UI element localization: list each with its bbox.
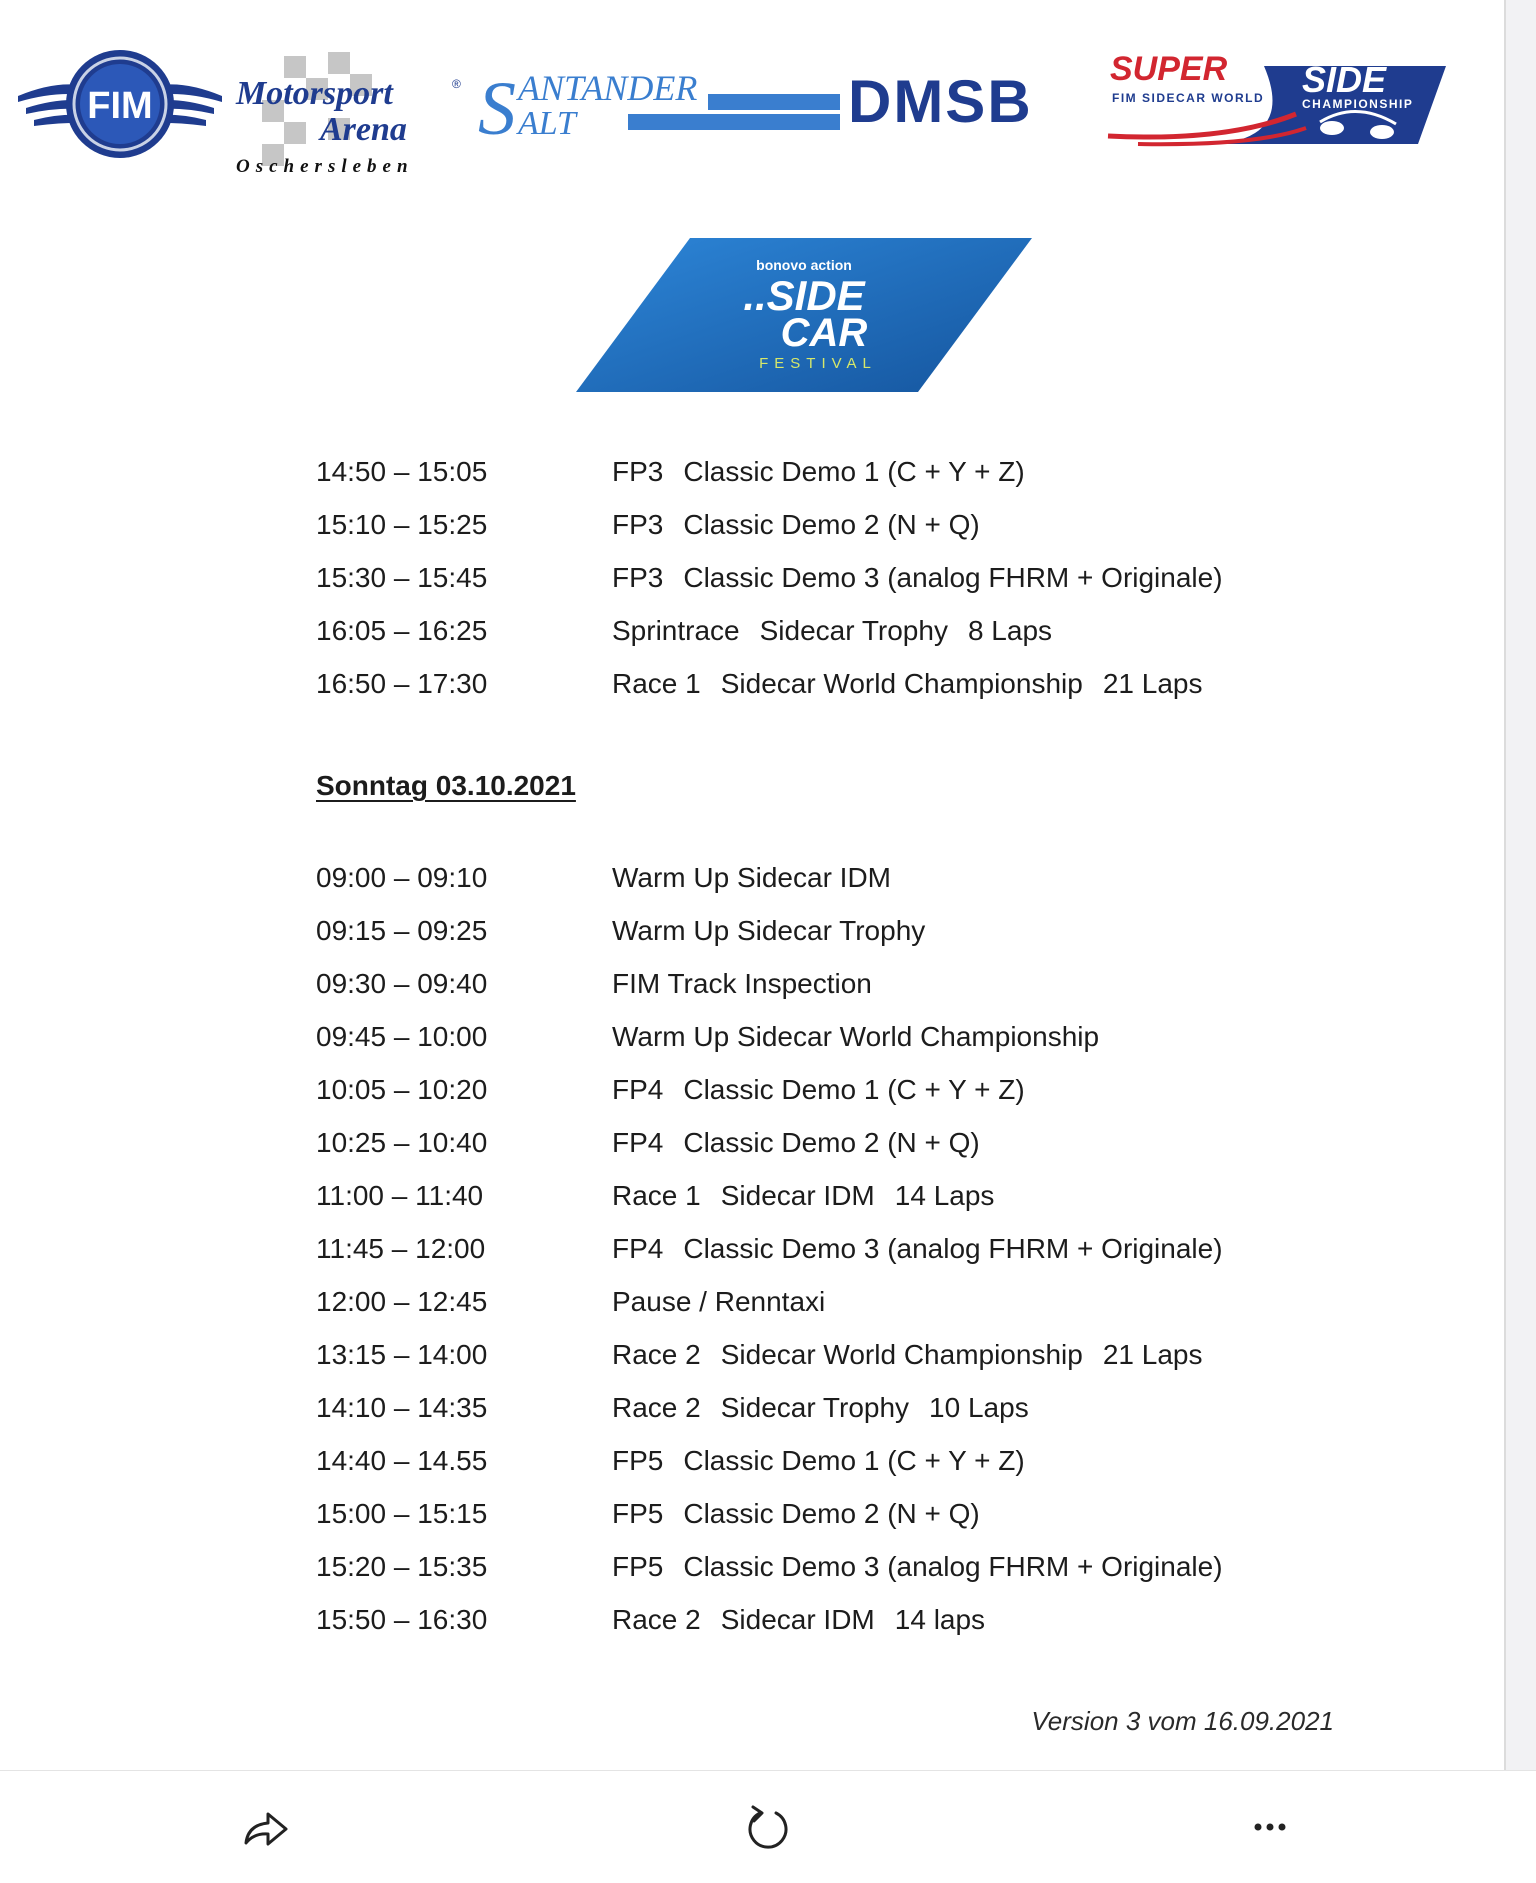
session-segment: Sprintrace bbox=[612, 615, 740, 646]
share-icon bbox=[238, 1799, 294, 1855]
session-description bbox=[612, 1282, 845, 1322]
time-range: 15:30 – 15:45 bbox=[316, 562, 488, 593]
session-description bbox=[612, 611, 1072, 651]
session-segment: FP5 bbox=[612, 1551, 664, 1582]
refresh-button[interactable] bbox=[738, 1797, 798, 1857]
session-segment: Classic Demo 2 (N + Q) bbox=[683, 509, 980, 540]
schedule-row bbox=[316, 1282, 1416, 1322]
schedule-row bbox=[316, 1017, 1416, 1057]
session-segment: Sidecar World Championship bbox=[720, 668, 1083, 699]
more-button[interactable] bbox=[1240, 1797, 1300, 1857]
session-description bbox=[612, 1600, 1005, 1640]
time-range: 11:00 – 11:40 bbox=[316, 1180, 484, 1211]
session-segment: Sidecar IDM bbox=[720, 1180, 875, 1211]
time-range: 09:30 – 09:40 bbox=[316, 968, 488, 999]
session-segment: Classic Demo 1 (C + Y + Z) bbox=[683, 1445, 1025, 1476]
session-segment: FP4 bbox=[612, 1233, 664, 1264]
session-description bbox=[612, 505, 1000, 545]
schedule-row bbox=[316, 1600, 1416, 1640]
session-description bbox=[612, 1335, 1222, 1375]
session-segment: Pause / Renntaxi bbox=[612, 1286, 826, 1317]
time-range: 09:15 – 09:25 bbox=[316, 915, 488, 946]
session-segment: Warm Up Sidecar World Championship bbox=[612, 1021, 1100, 1052]
session-segment: Classic Demo 1 (C + Y + Z) bbox=[683, 456, 1025, 487]
schedule-row bbox=[316, 1388, 1416, 1428]
svg-text:Oschersleben: Oschersleben bbox=[236, 156, 414, 177]
session-segment: Sidecar IDM bbox=[720, 1604, 875, 1635]
time-range: 15:20 – 15:35 bbox=[316, 1551, 488, 1582]
session-description bbox=[612, 1123, 1000, 1163]
sidecar-festival-logo bbox=[572, 236, 1036, 394]
bottom-toolbar bbox=[0, 1770, 1536, 1883]
svg-text:S: S bbox=[478, 67, 516, 140]
schedule-row bbox=[316, 558, 1416, 598]
session-segment: Classic Demo 2 (N + Q) bbox=[683, 1127, 980, 1158]
version-note: Version 3 vom 16.09.2021 bbox=[1031, 1706, 1334, 1736]
session-description bbox=[612, 664, 1222, 704]
session-description bbox=[612, 1229, 1243, 1269]
session-segment: Classic Demo 1 (C + Y + Z) bbox=[683, 1074, 1025, 1105]
sponsor-logos bbox=[0, 30, 1504, 180]
schedule-row bbox=[316, 1229, 1416, 1269]
session-segment: Race 2 bbox=[612, 1339, 701, 1370]
session-description bbox=[612, 1441, 1045, 1481]
session-segment: FP4 bbox=[612, 1127, 664, 1158]
svg-text:FESTIVAL: FESTIVAL bbox=[759, 355, 877, 372]
session-description bbox=[612, 858, 911, 898]
time-range: 16:50 – 17:30 bbox=[316, 668, 488, 699]
schedule-row bbox=[316, 964, 1416, 1004]
session-segment: Classic Demo 3 (analog FHRM + Originale) bbox=[683, 1233, 1223, 1264]
schedule-row bbox=[316, 1070, 1416, 1110]
session-segment: Classic Demo 3 (analog FHRM + Originale) bbox=[683, 562, 1223, 593]
svg-text:Motorsport: Motorsport bbox=[236, 75, 393, 112]
session-description bbox=[612, 911, 945, 951]
session-segment: 14 laps bbox=[894, 1604, 986, 1635]
svg-text:bonovo action: bonovo action bbox=[756, 257, 852, 273]
session-segment: 21 Laps bbox=[1102, 668, 1203, 699]
superside-logo bbox=[1106, 38, 1454, 148]
svg-text:FIM SIDECAR WORLD: FIM SIDECAR WORLD bbox=[1112, 91, 1265, 105]
session-segment: Race 1 bbox=[612, 668, 701, 699]
time-range: 15:50 – 16:30 bbox=[316, 1604, 488, 1635]
session-segment: Warm Up Sidecar Trophy bbox=[612, 915, 926, 946]
sunday-heading: Sonntag 03.10.2021 bbox=[316, 770, 576, 801]
session-segment: Race 2 bbox=[612, 1604, 701, 1635]
session-description bbox=[612, 1547, 1243, 1587]
session-segment: Race 2 bbox=[612, 1392, 701, 1423]
time-range: 14:50 – 15:05 bbox=[316, 456, 488, 487]
session-segment: Sidecar World Championship bbox=[720, 1339, 1083, 1370]
svg-text:DMSB: DMSB bbox=[848, 68, 1033, 134]
svg-text:ALT: ALT bbox=[518, 105, 576, 140]
schedule-row bbox=[316, 911, 1416, 951]
schedule-row bbox=[316, 611, 1416, 651]
time-range: 12:00 – 12:45 bbox=[316, 1286, 488, 1317]
motorsport-arena-logo bbox=[222, 42, 478, 182]
session-segment: 14 Laps bbox=[894, 1180, 995, 1211]
session-description bbox=[612, 964, 892, 1004]
svg-text:®: ® bbox=[452, 77, 461, 91]
time-range: 16:05 – 16:25 bbox=[316, 615, 488, 646]
scroll-gutter bbox=[1506, 0, 1536, 1770]
time-range: 09:00 – 09:10 bbox=[316, 862, 488, 893]
schedule-row bbox=[316, 1547, 1416, 1587]
session-segment: FP5 bbox=[612, 1498, 664, 1529]
schedule-row bbox=[316, 1441, 1416, 1481]
svg-text:CHAMPIONSHIP: CHAMPIONSHIP bbox=[1302, 97, 1414, 111]
session-segment: Race 1 bbox=[612, 1180, 701, 1211]
time-range: 11:45 – 12:00 bbox=[316, 1233, 486, 1264]
session-segment: Classic Demo 3 (analog FHRM + Originale) bbox=[683, 1551, 1223, 1582]
session-description bbox=[612, 1070, 1045, 1110]
session-description bbox=[612, 1176, 1014, 1216]
session-segment: FP5 bbox=[612, 1445, 664, 1476]
session-description bbox=[612, 1017, 1119, 1057]
session-description bbox=[612, 1494, 1000, 1534]
time-range: 15:10 – 15:25 bbox=[316, 509, 488, 540]
time-range: 13:15 – 14:00 bbox=[316, 1339, 488, 1370]
session-segment: 21 Laps bbox=[1102, 1339, 1203, 1370]
session-segment: FIM Track Inspection bbox=[612, 968, 872, 999]
session-segment: 8 Laps bbox=[967, 615, 1053, 646]
session-segment: Classic Demo 2 (N + Q) bbox=[683, 1498, 980, 1529]
session-segment: Sidecar Trophy bbox=[720, 1392, 910, 1423]
svg-text:ANTANDER: ANTANDER bbox=[518, 68, 698, 108]
session-segment: 10 Laps bbox=[929, 1392, 1029, 1423]
schedule-row bbox=[316, 505, 1416, 545]
share-button[interactable] bbox=[236, 1797, 296, 1857]
time-range: 15:00 – 15:15 bbox=[316, 1498, 488, 1529]
schedule-row bbox=[316, 858, 1416, 898]
session-segment: FP3 bbox=[612, 456, 664, 487]
svg-text:..SIDE: ..SIDE bbox=[743, 272, 865, 319]
fim-logo bbox=[12, 44, 228, 164]
time-range: 10:25 – 10:40 bbox=[316, 1127, 488, 1158]
time-range: 14:40 – 14.55 bbox=[316, 1445, 488, 1476]
svg-text:SIDE: SIDE bbox=[1302, 59, 1387, 100]
svg-text:FIM: FIM bbox=[87, 85, 153, 127]
schedule-row bbox=[316, 1123, 1416, 1163]
dmsb-logo bbox=[848, 66, 1092, 134]
schedule-row bbox=[316, 1494, 1416, 1534]
schedule-row bbox=[316, 1335, 1416, 1375]
time-range: 14:10 – 14:35 bbox=[316, 1392, 488, 1423]
svg-text:CAR: CAR bbox=[780, 311, 868, 355]
svg-text:Arena: Arena bbox=[320, 111, 407, 148]
time-range: 10:05 – 10:20 bbox=[316, 1074, 488, 1105]
more-icon bbox=[1242, 1799, 1298, 1855]
session-segment: FP4 bbox=[612, 1074, 664, 1105]
session-segment: FP3 bbox=[612, 509, 664, 540]
refresh-icon bbox=[740, 1799, 796, 1855]
session-segment: Sidecar Trophy bbox=[759, 615, 948, 646]
session-description bbox=[612, 558, 1243, 598]
session-segment: Warm Up Sidecar IDM bbox=[612, 862, 892, 893]
session-description bbox=[612, 452, 1045, 492]
session-description bbox=[612, 1388, 1049, 1428]
schedule-row bbox=[316, 664, 1416, 704]
schedule-row bbox=[316, 1176, 1416, 1216]
svg-text:SUPER: SUPER bbox=[1110, 50, 1228, 88]
santander-salt-logo bbox=[478, 64, 840, 140]
time-range: 09:45 – 10:00 bbox=[316, 1021, 488, 1052]
session-segment: FP3 bbox=[612, 562, 664, 593]
schedule-row bbox=[316, 452, 1416, 492]
